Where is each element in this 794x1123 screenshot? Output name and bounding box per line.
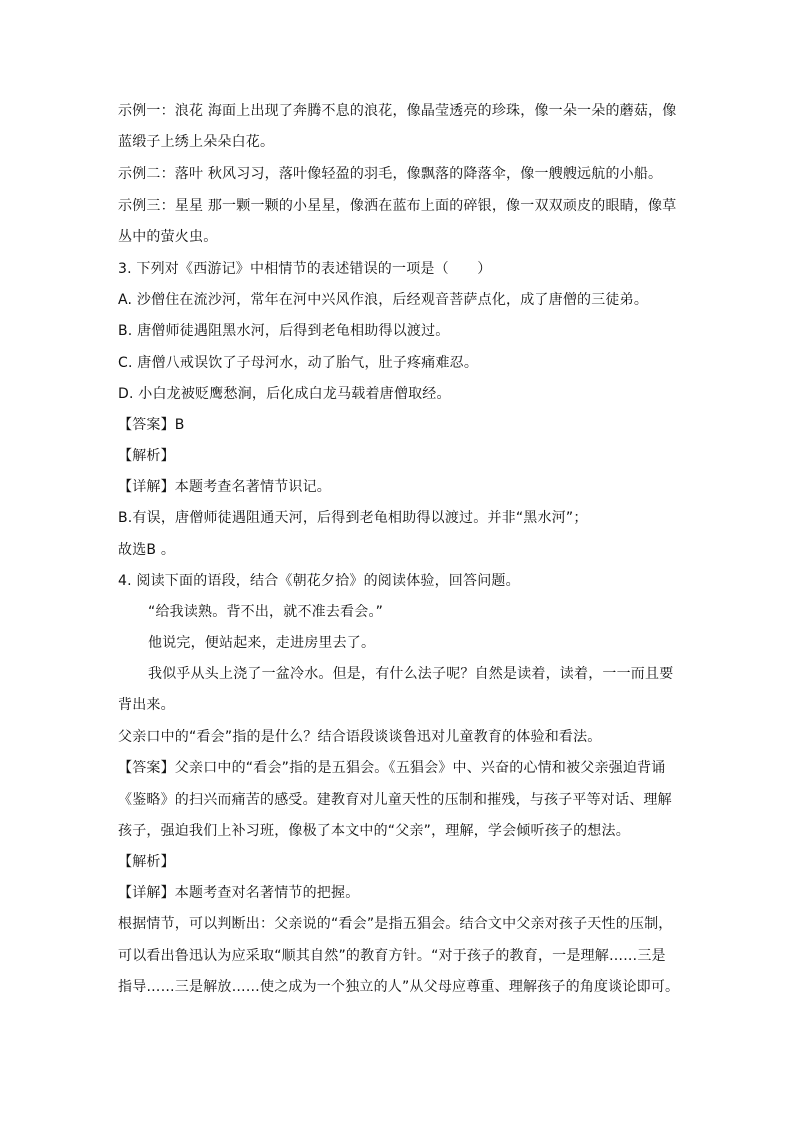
example-2-line: 示例二：落叶 秋风习习，落叶像轻盈的羽毛，像飘落的降落伞，像一艘艘远航的小船。	[118, 166, 663, 182]
detail-4-line-1: 根据情节，可以判断出：父亲说的“看会”是指五猖会。结合文中父亲对孩子天性的压制，	[118, 916, 673, 932]
option-c: C. 唐僧八戒误饮了子母河水，动了胎气，肚子疼痛难忍。	[118, 355, 479, 371]
detail-3: 【详解】本题考查名著情节识记。	[118, 479, 331, 495]
detail-4-line-3: 指导……三是解放……使之成为一个独立的人”从父母应尊重、理解孩子的角度谈论即可。	[118, 979, 680, 995]
answer-4-line-2: 《鉴略》的扫兴而痛苦的感受。建教育对儿童天性的压制和摧残，与孩子平等对话、理解	[118, 792, 672, 808]
answer-4-line-3: 孩子，强迫我们上补习班，像极了本文中的“父亲”，理解，学会倾听孩子的想法。	[118, 823, 630, 839]
analysis-heading-4: 【解析】	[118, 854, 175, 870]
passage-line-2: 他说完，便站起来，走进房里去了。	[148, 635, 376, 651]
detail-3-explanation: B.有误，唐僧师徒遇阻通天河，后得到老龟相助得以渡过。并非“黑水河”；	[118, 510, 588, 526]
answer-4-line-1: 【答案】父亲口中的“看会”指的是五猖会。《五猖会》中、兴奋的心情和被父亲强迫背诵	[118, 760, 666, 776]
answer-3: 【答案】B	[118, 417, 185, 433]
analysis-heading-3: 【解析】	[118, 448, 175, 464]
detail-4-line-2: 可以看出鲁迅认为应采取“顺其自然”的教育方针。“对于孩子的教育，一是理解……三是	[118, 948, 666, 964]
detail-4: 【详解】本题考查对名著情节的把握。	[118, 885, 360, 901]
example-1-line-2: 蓝缎子上绣上朵朵白花。	[118, 134, 275, 150]
option-a: A. 沙僧住在流沙河，常年在河中兴风作浪，后经观音菩萨点化，成了唐僧的三徒弟。	[118, 292, 649, 308]
example-1-line-1: 示例一：浪花 海面上出现了奔腾不息的浪花，像晶莹透亮的珍珠，像一朵一朵的蘑菇，像	[118, 103, 677, 119]
passage-line-1: “给我读熟。背不出，就不准去看会。”	[148, 604, 384, 620]
example-3-line-1: 示例三：星星 那一颗一颗的小星星，像洒在蓝布上面的碎银，像一双双顽皮的眼睛，像草	[118, 198, 677, 214]
question-3-stem: 3. 下列对《西游记》中相情节的表述错误的一项是（ ）	[118, 261, 492, 277]
example-3-line-2: 丛中的萤火虫。	[118, 229, 218, 245]
passage-line-3: 我似乎从头上浇了一盆冷水。但是，有什么法子呢？自然是读着，读着，一一而且要	[148, 666, 674, 682]
option-b: B. 唐僧师徒遇阻黑水河，后得到老龟相助得以渡过。	[118, 323, 450, 339]
option-d: D. 小白龙被贬鹰愁涧，后化成白龙马载着唐僧取经。	[118, 386, 451, 402]
question-4-prompt: 父亲口中的“看会”指的是什么？结合语段谈谈鲁迅对儿童教育的体验和看法。	[118, 729, 602, 745]
question-4-stem: 4. 阅读下面的语段，结合《朝花夕拾》的阅读体验，回答问题。	[118, 573, 520, 589]
passage-line-4: 背出来。	[118, 697, 175, 713]
choice-conclusion: 故选B 。	[118, 542, 176, 558]
